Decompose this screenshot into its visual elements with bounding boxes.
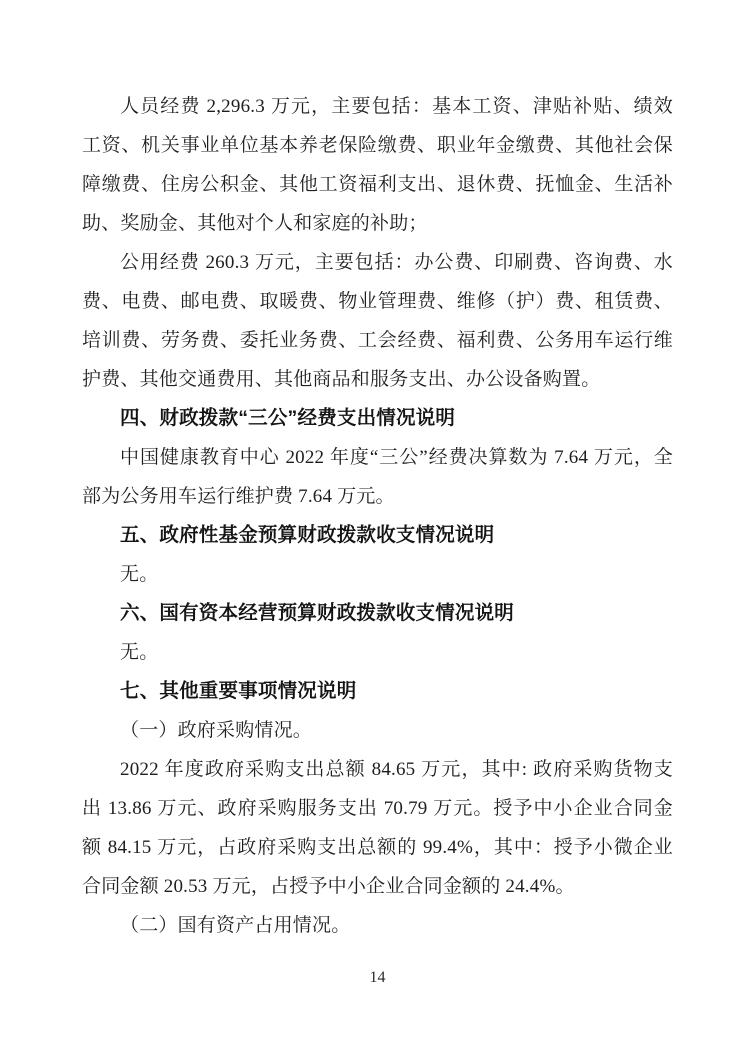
paragraph-line: 部为公务用车运行维护费 7.64 万元。 [82,486,395,507]
section-heading: 五、政府性基金预算财政拨款收支情况说明 [120,524,495,546]
section-heading: 六、国有资本经营预算财政拨款收支情况说明 [120,602,515,624]
page-number: 14 [369,969,386,986]
paragraph-line: 助、奖励金、其他对个人和家庭的补助； [82,213,428,234]
paragraph-line: 额 84.15 万元，占政府采购支出总额的 99.4%，其中：授予小微企业 [82,837,673,858]
paragraph-line: 工资、机关事业单位基本养老保险缴费、职业年金缴费、其他社会保 [82,135,673,156]
paragraph-line: 费、电费、邮电费、取暖费、物业管理费、维修（护）费、租赁费、 [82,291,673,312]
paragraph-line: （二）国有资产占用情况。 [120,915,351,936]
paragraph-line: 人员经费 2,296.3 万元，主要包括：基本工资、津贴补贴、绩效 [120,96,673,117]
section-heading: 七、其他重要事项情况说明 [120,680,357,702]
paragraph-line: 公用经费 260.3 万元，主要包括：办公费、印刷费、咨询费、水 [120,252,673,273]
paragraph-line: 2022 年度政府采购支出总额 84.65 万元，其中: 政府采购货物支 [120,759,673,780]
paragraph-line: 合同金额 20.53 万元，占授予中小企业合同金额的 24.4%。 [82,876,575,897]
paragraph-line: 中国健康教育中心 2022 年度“三公”经费决算数为 7.64 万元，全 [120,447,673,468]
section-heading: 四、财政拨款“三公”经费支出情况说明 [120,407,456,429]
paragraph-line: 培训费、劳务费、委托业务费、工会经费、福利费、公务用车运行维 [82,330,673,351]
paragraph-line: 无。 [120,642,159,663]
paragraph-line: 障缴费、住房公积金、其他工资福利支出、退休费、抚恤金、生活补 [82,174,673,195]
paragraph-line: 出 13.86 万元、政府采购服务支出 70.79 万元。授予中小企业合同金 [82,798,673,819]
paragraph-line: 护费、其他交通费用、其他商品和服务支出、办公设备购置。 [82,369,601,390]
paragraph-line: （一）政府采购情况。 [120,720,313,741]
paragraph-line: 无。 [120,564,159,585]
